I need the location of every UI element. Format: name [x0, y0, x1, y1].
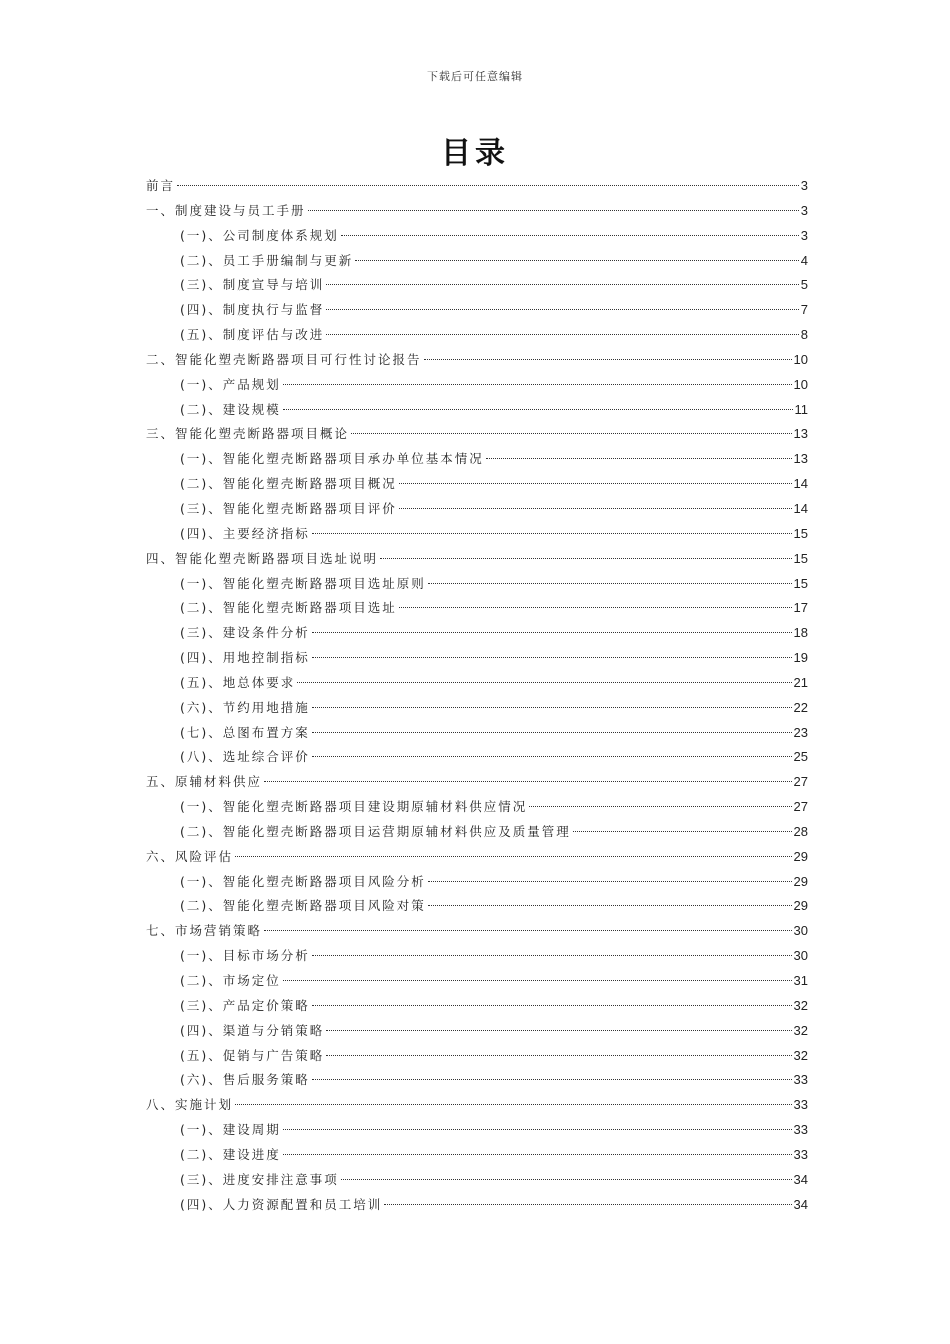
toc-entry-page-number: 4: [800, 252, 808, 268]
toc-entry-page-number: 29: [793, 873, 808, 889]
toc-entry-page-number: 25: [793, 749, 808, 765]
toc-dot-leader: [341, 235, 799, 236]
toc-entry-page-number: 30: [793, 923, 808, 939]
toc-dot-leader: [312, 732, 792, 733]
toc-entry[interactable]: [146, 348, 808, 373]
toc-entry[interactable]: [146, 1044, 808, 1069]
toc-entry-page-number: 33: [793, 1122, 808, 1138]
toc-entry-text: (四)、人力资源配置和员工培训: [180, 1196, 383, 1212]
toc-title: 目录: [441, 136, 509, 171]
toc-entry-text: (四)、渠道与分销策略: [180, 1022, 325, 1038]
toc-entry-text: (二)、智能化塑壳断路器项目选址: [180, 600, 397, 616]
toc-entry-page-number: 33: [793, 1072, 808, 1088]
page-header-note: 下载后可任意编辑: [427, 70, 523, 83]
toc-entry-page-number: 18: [793, 625, 808, 641]
toc-entry[interactable]: [146, 373, 808, 398]
toc-entry[interactable]: [146, 919, 808, 944]
toc-entry-text: (二)、市场定位: [180, 973, 281, 988]
toc-entry[interactable]: [146, 249, 808, 274]
toc-entry[interactable]: [146, 994, 808, 1019]
toc-entry-page-number: 32: [793, 1047, 808, 1063]
toc-dot-leader: [384, 1204, 791, 1205]
toc-dot-leader: [283, 409, 793, 410]
toc-dot-leader: [312, 955, 792, 956]
toc-entry-page-number: 19: [793, 650, 808, 666]
toc-entry[interactable]: [146, 224, 808, 249]
toc-dot-leader: [264, 930, 792, 931]
toc-dot-leader: [424, 359, 792, 360]
toc-dot-leader: [312, 756, 792, 757]
toc-entry-text: (一)、产品规划: [180, 376, 281, 392]
toc-dot-leader: [283, 1154, 792, 1155]
toc-entry-page-number: 21: [793, 674, 808, 690]
toc-entry-text: 七、市场营销策略: [146, 923, 263, 939]
toc-entry[interactable]: [146, 1193, 808, 1218]
toc-dot-leader: [326, 284, 799, 285]
toc-entry-text: (二)、建设进度: [180, 1146, 281, 1162]
toc-entry[interactable]: [146, 1019, 808, 1044]
toc-dot-leader: [312, 533, 792, 534]
toc-dot-leader: [297, 682, 791, 683]
toc-entry[interactable]: [146, 273, 808, 298]
toc-entry-text: (一)、智能化塑壳断路器项目承办单位基本情况: [180, 451, 484, 467]
toc-dot-leader: [312, 707, 792, 708]
toc-entry-page-number: 33: [793, 1097, 808, 1113]
toc-entry[interactable]: [146, 323, 808, 348]
toc-entry-page-number: 14: [793, 500, 808, 516]
toc-entry[interactable]: [146, 894, 808, 919]
toc-dot-leader: [326, 1030, 791, 1031]
toc-entry[interactable]: [146, 1093, 808, 1118]
toc-entry-text: (二)、建设规模: [180, 401, 281, 417]
toc-entry[interactable]: [146, 696, 808, 721]
toc-entry[interactable]: [146, 572, 808, 597]
toc-entry[interactable]: [146, 398, 808, 423]
toc-dot-leader: [235, 1104, 792, 1105]
toc-entry-text: (五)、促销与广告策略: [180, 1047, 325, 1063]
toc-dot-leader: [283, 980, 792, 981]
toc-entry-page-number: 34: [793, 1196, 808, 1212]
toc-dot-leader: [399, 508, 792, 509]
toc-entry[interactable]: [146, 745, 808, 770]
toc-dot-leader: [283, 1129, 792, 1130]
toc-entry-text: 四、智能化塑壳断路器项目选址说明: [146, 550, 379, 566]
toc-entry-page-number: 10: [793, 351, 808, 367]
toc-entry-page-number: 22: [793, 699, 808, 715]
toc-entry-text: 五、原辅材料供应: [146, 774, 263, 790]
toc-entry[interactable]: [146, 870, 808, 895]
toc-entry-page-number: 3: [800, 227, 808, 243]
toc-entry-text: (四)、主要经济指标: [180, 525, 310, 541]
toc-entry-page-number: 13: [793, 451, 808, 467]
toc-entry[interactable]: [146, 820, 808, 845]
toc-entry-page-number: 23: [793, 724, 808, 740]
toc-entry-text: (一)、智能化塑壳断路器项目建设期原辅材料供应情况: [180, 799, 528, 815]
toc-entry[interactable]: [146, 174, 808, 199]
toc-entry[interactable]: [146, 795, 808, 820]
toc-entry[interactable]: [146, 1168, 808, 1193]
toc-dot-leader: [312, 1079, 792, 1080]
toc-dot-leader: [380, 558, 792, 559]
toc-dot-leader: [326, 1055, 791, 1056]
toc-entry-text: (五)、地总体要求: [180, 674, 296, 690]
toc-entry-text: (三)、制度宣导与培训: [180, 277, 325, 293]
toc-entry-text: (三)、产品定价策略: [180, 997, 310, 1013]
toc-entry-page-number: 15: [793, 525, 808, 541]
toc-dot-leader: [283, 384, 792, 385]
toc-entry[interactable]: [146, 522, 808, 547]
toc-entry-page-number: 31: [793, 973, 808, 988]
toc-entry-text: (一)、目标市场分析: [180, 948, 310, 964]
toc-entry-page-number: 7: [800, 302, 808, 318]
toc-entry[interactable]: [146, 298, 808, 323]
toc-entry-page-number: 27: [793, 799, 808, 815]
toc-entry-text: (一)、智能化塑壳断路器项目风险分析: [180, 873, 426, 889]
toc-entry-page-number: 3: [800, 178, 808, 193]
toc-dot-leader: [351, 433, 792, 434]
toc-entry-text: (四)、制度执行与监督: [180, 302, 325, 318]
toc-entry-text: 前言: [146, 178, 176, 193]
toc-dot-leader: [235, 856, 792, 857]
toc-entry[interactable]: [146, 497, 808, 522]
toc-entry-page-number: 32: [793, 1022, 808, 1038]
toc-entry[interactable]: [146, 646, 808, 671]
toc-entry-text: (二)、智能化塑壳断路器项目概况: [180, 476, 397, 492]
toc-entry-page-number: 30: [793, 948, 808, 964]
toc-entry-text: 八、实施计划: [146, 1097, 234, 1113]
toc-entry-page-number: 34: [793, 1171, 808, 1187]
toc-entry-text: (一)、建设周期: [180, 1122, 281, 1138]
toc-entry-page-number: 14: [793, 476, 808, 492]
toc-entry[interactable]: [146, 199, 808, 224]
toc-entry[interactable]: [146, 422, 808, 447]
toc-entry-page-number: 5: [800, 277, 808, 293]
toc-entry[interactable]: [146, 969, 808, 994]
toc-entry-text: 一、制度建设与员工手册: [146, 202, 306, 218]
toc-entry-text: (三)、进度安排注意事项: [180, 1171, 339, 1187]
toc-entry-page-number: 15: [793, 550, 808, 566]
toc-entry-text: (八)、选址综合评价: [180, 749, 310, 765]
toc-dot-leader: [326, 309, 799, 310]
toc-dot-leader: [428, 583, 792, 584]
toc-entry-page-number: 32: [793, 997, 808, 1013]
toc-entry[interactable]: [146, 1118, 808, 1143]
toc-entry[interactable]: [146, 671, 808, 696]
toc-entry-page-number: 3: [800, 202, 808, 218]
toc-dot-leader: [428, 881, 792, 882]
toc-entry-text: (三)、建设条件分析: [180, 625, 310, 641]
toc-dot-leader: [264, 781, 792, 782]
toc-entry-page-number: 28: [793, 823, 808, 839]
toc-entry-page-number: 8: [800, 327, 808, 343]
toc-entry-text: (二)、智能化塑壳断路器项目运营期原辅材料供应及质量管理: [180, 823, 571, 839]
toc-entry-page-number: 29: [793, 848, 808, 864]
toc-entry-text: (一)、智能化塑壳断路器项目选址原则: [180, 575, 426, 591]
toc-dot-leader: [312, 1005, 792, 1006]
toc-entry-text: (二)、员工手册编制与更新: [180, 252, 354, 268]
toc-entry[interactable]: [146, 770, 808, 795]
toc-entry[interactable]: [146, 547, 808, 572]
toc-entry-text: (六)、售后服务策略: [180, 1072, 310, 1088]
toc-entry[interactable]: [146, 472, 808, 497]
toc-entry-text: 二、智能化塑壳断路器项目可行性讨论报告: [146, 351, 422, 367]
toc-entry-text: (一)、公司制度体系规划: [180, 227, 339, 243]
toc-entry-page-number: 11: [794, 401, 808, 417]
toc-entry-page-number: 17: [793, 600, 808, 616]
toc-entry[interactable]: [146, 447, 808, 472]
toc-dot-leader: [177, 185, 799, 186]
toc-entry[interactable]: [146, 621, 808, 646]
toc-entry-text: (五)、制度评估与改进: [180, 327, 325, 343]
toc-entry-text: 六、风险评估: [146, 848, 234, 864]
toc-entry[interactable]: [146, 845, 808, 870]
toc-entry-page-number: 29: [793, 898, 808, 914]
toc-entry-page-number: 27: [793, 774, 808, 790]
toc-entry-text: (四)、用地控制指标: [180, 650, 310, 666]
toc-entry[interactable]: [146, 944, 808, 969]
toc-entry[interactable]: [146, 721, 808, 746]
toc-dot-leader: [355, 260, 799, 261]
toc-entry[interactable]: [146, 596, 808, 621]
toc-dot-leader: [341, 1179, 792, 1180]
toc-dot-leader: [308, 210, 799, 211]
toc-dot-leader: [573, 831, 792, 832]
toc-dot-leader: [312, 657, 792, 658]
toc-entry-page-number: 33: [793, 1146, 808, 1162]
toc-entry[interactable]: [146, 1068, 808, 1093]
toc-entry[interactable]: [146, 1143, 808, 1168]
toc-dot-leader: [486, 458, 792, 459]
toc-dot-leader: [399, 607, 792, 608]
toc-dot-leader: [326, 334, 799, 335]
toc-dot-leader: [428, 905, 792, 906]
toc-entry-page-number: 10: [793, 376, 808, 392]
toc-entry-text: (七)、总图布置方案: [180, 724, 310, 740]
toc-entry-text: (六)、节约用地措施: [180, 699, 310, 715]
toc-entry-page-number: 15: [793, 575, 808, 591]
toc-entry-text: 三、智能化塑壳断路器项目概论: [146, 426, 350, 442]
toc-dot-leader: [312, 632, 792, 633]
toc-entry-page-number: 13: [793, 426, 808, 442]
toc-entry-text: (二)、智能化塑壳断路器项目风险对策: [180, 898, 426, 914]
toc-dot-leader: [399, 483, 792, 484]
toc-dot-leader: [529, 806, 791, 807]
toc-entry-text: (三)、智能化塑壳断路器项目评价: [180, 500, 397, 516]
table-of-contents: [146, 174, 808, 1217]
